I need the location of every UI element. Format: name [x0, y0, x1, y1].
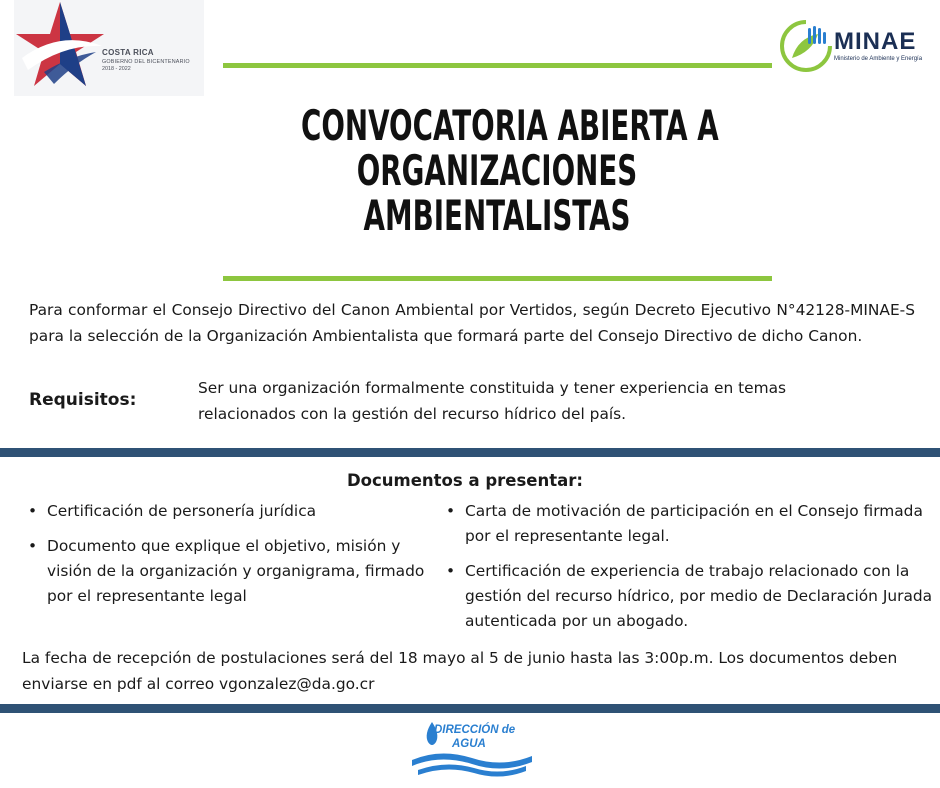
green-divider-bottom: [223, 276, 772, 281]
navy-band-bottom: [0, 704, 940, 713]
star-emblem-icon: [14, 0, 106, 96]
documents-heading: [0, 471, 940, 490]
title-line-1: CONVOCATORIA ABIERTA A: [300, 101, 719, 150]
bicentenario-text: [102, 49, 190, 73]
list-item: • Documento que explique el objetivo, misión y visión de la organización y organigrama, firmado por el representante legal: [28, 534, 428, 609]
list-item: • Certificación de experiencia de trabajo relacionado con la gestión del recurso hídrico, por medio de Declaración Jurada autenticada por un abogado.: [446, 559, 940, 634]
intro-paragraph: Para conformar el Consejo Directivo del Canon Ambiental por Vertidos, según Decreto Ejecutivo N°42128-MINAE-S para la selección de la Organización Ambientalista que formará parte del Consejo Directivo de dicho Canon.: [29, 301, 915, 345]
deadline-paragraph: La fecha de recepción de postulaciones será del 18 mayo al 5 de junio hasta las 3:00p.m. Los documentos deben enviarse en pdf al correo vgonzalez@da.go.cr: [22, 649, 898, 693]
minae-logo: [778, 14, 928, 80]
navy-band-top: [0, 448, 940, 457]
bicentenario-line3: 2018 - 2022: [102, 66, 131, 73]
list-item: • Carta de motivación de participación en el Consejo firmada por el representante legal.: [446, 499, 940, 549]
documents-list-right: [446, 499, 940, 644]
bicentenario-line2: GOBIERNO DEL BICENTENARIO: [102, 59, 190, 65]
requirements-text: Ser una organización formalmente constituida y tener experiencia en temas relacionados con la gestión del recurso hídrico del país.: [198, 379, 787, 423]
list-item: • Certificación de personería jurídica: [28, 499, 428, 524]
direccion-agua-logo: [410, 718, 534, 782]
title-line-2: ORGANIZACIONES: [356, 146, 638, 195]
green-divider-top: [223, 63, 772, 68]
page-title: [300, 101, 719, 240]
documents-heading-text: Documentos a presentar:: [346, 471, 583, 490]
direccion-agua-line1: DIRECCIÓN de: [434, 724, 516, 736]
title-line-3: AMBIENTALISTAS: [363, 191, 631, 240]
bicentenario-logo: [14, 0, 204, 96]
leaf-hand-icon: [778, 18, 834, 74]
minae-subtitle: Ministerio de Ambiente y Energía: [834, 56, 923, 62]
direccion-agua-line2: AGUA: [452, 738, 486, 750]
bicentenario-line1: COSTA RICA: [102, 48, 154, 57]
requirements-label: Requisitos:: [29, 390, 137, 410]
documents-list-left: [28, 499, 428, 619]
minae-name: MINAE: [834, 28, 917, 55]
